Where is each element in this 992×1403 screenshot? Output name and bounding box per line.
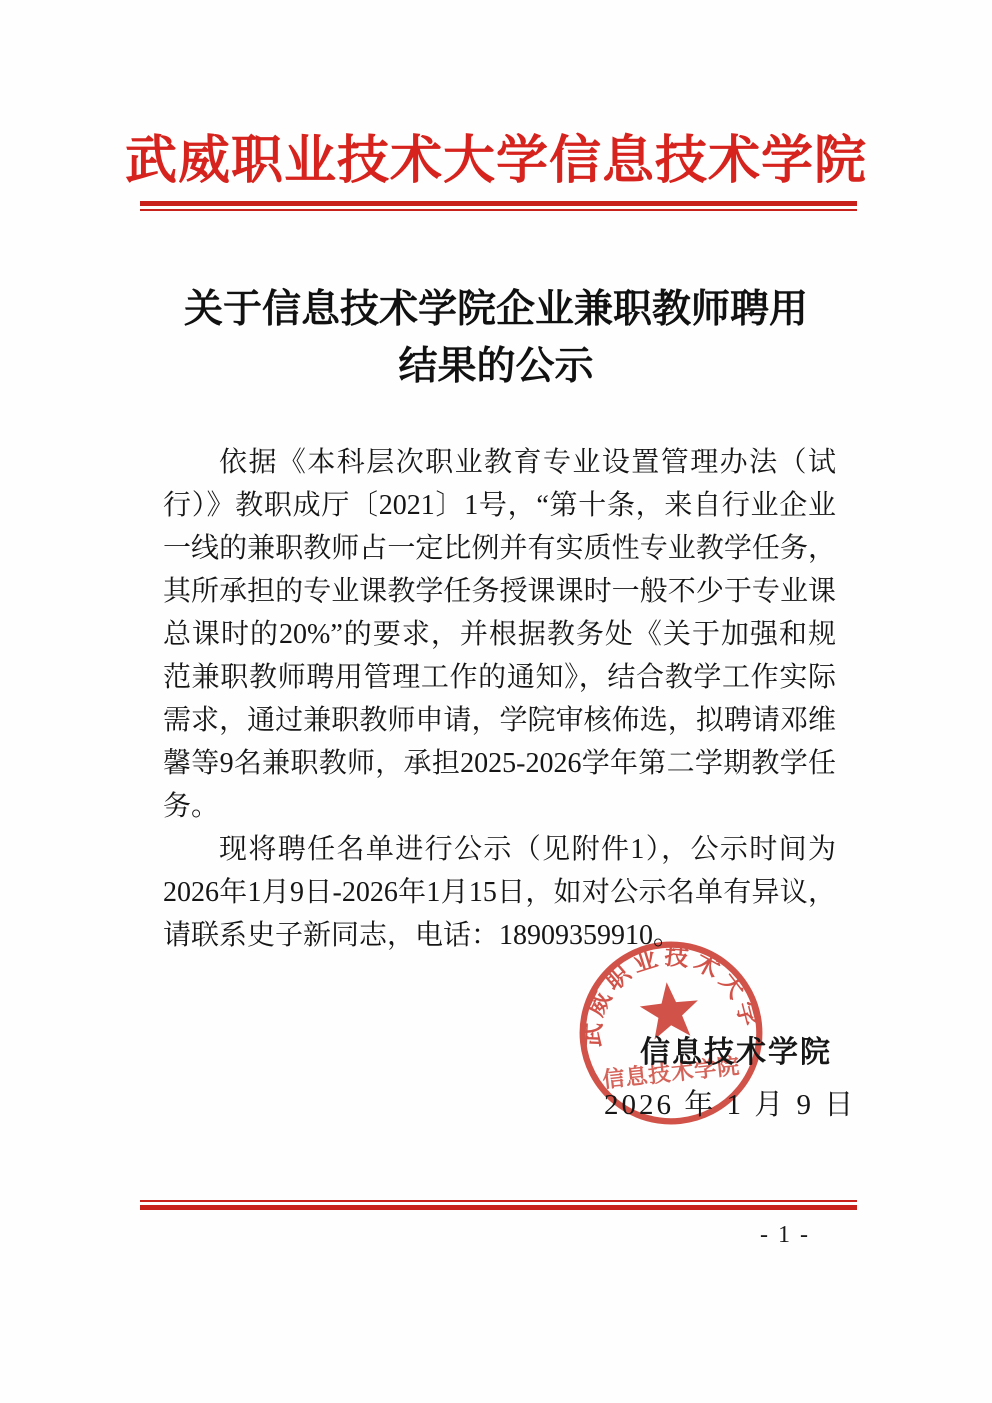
document-body: [163, 441, 836, 957]
letterhead-rule-thin: [140, 209, 857, 211]
seal-arc-text: 武威职业技术大学: [579, 943, 764, 1048]
footer-rule: [140, 1200, 857, 1210]
letterhead-title: 武威职业技术大学信息技术学院: [124, 133, 867, 190]
document-title-line2: 结果的公示: [398, 345, 594, 388]
footer-rule-thin: [140, 1200, 857, 1202]
paragraph-announcement: 现将聘任名单进行公示（见附件1），公示时间为2026年1月9日-2026年1月15日，如对公示名单有异议，请联系史子新同志，电话：18909359910。: [163, 834, 836, 951]
seal-inner-text: 信息技术学院: [601, 1053, 742, 1093]
signature-organization: 信息技术学院: [640, 1036, 832, 1069]
document-title-line1: 关于信息技术学院企业兼职教师聘用: [183, 288, 808, 331]
page-number: - 1 -: [760, 1222, 810, 1248]
paragraph-basis: 依据《本科层次职业教育专业设置管理办法（试行）》教职成厅〔2021〕1号，“第十条，来自行业企业一线的兼职教师占一定比例并有实质性专业教学任务，其所承担的专业课教学任务授课课时一般不少于专业课总课时的20%”的要求，并根据教务处《关于加强和规范兼职教师聘用管理工作的通知》，结合教学工作实际需求，通过兼职教师申请，学院审核佈选，拟聘请邓维馨等9名兼职教师，承担2025-2026学年第二学期教学任务。: [163, 447, 836, 822]
footer-rule-thick: [140, 1205, 857, 1210]
letterhead-rule-thick: [140, 201, 857, 206]
document-title: [0, 281, 992, 395]
letterhead-rule: [140, 201, 857, 211]
signature-date: 2026 年 1 月 9 日: [604, 1089, 857, 1121]
